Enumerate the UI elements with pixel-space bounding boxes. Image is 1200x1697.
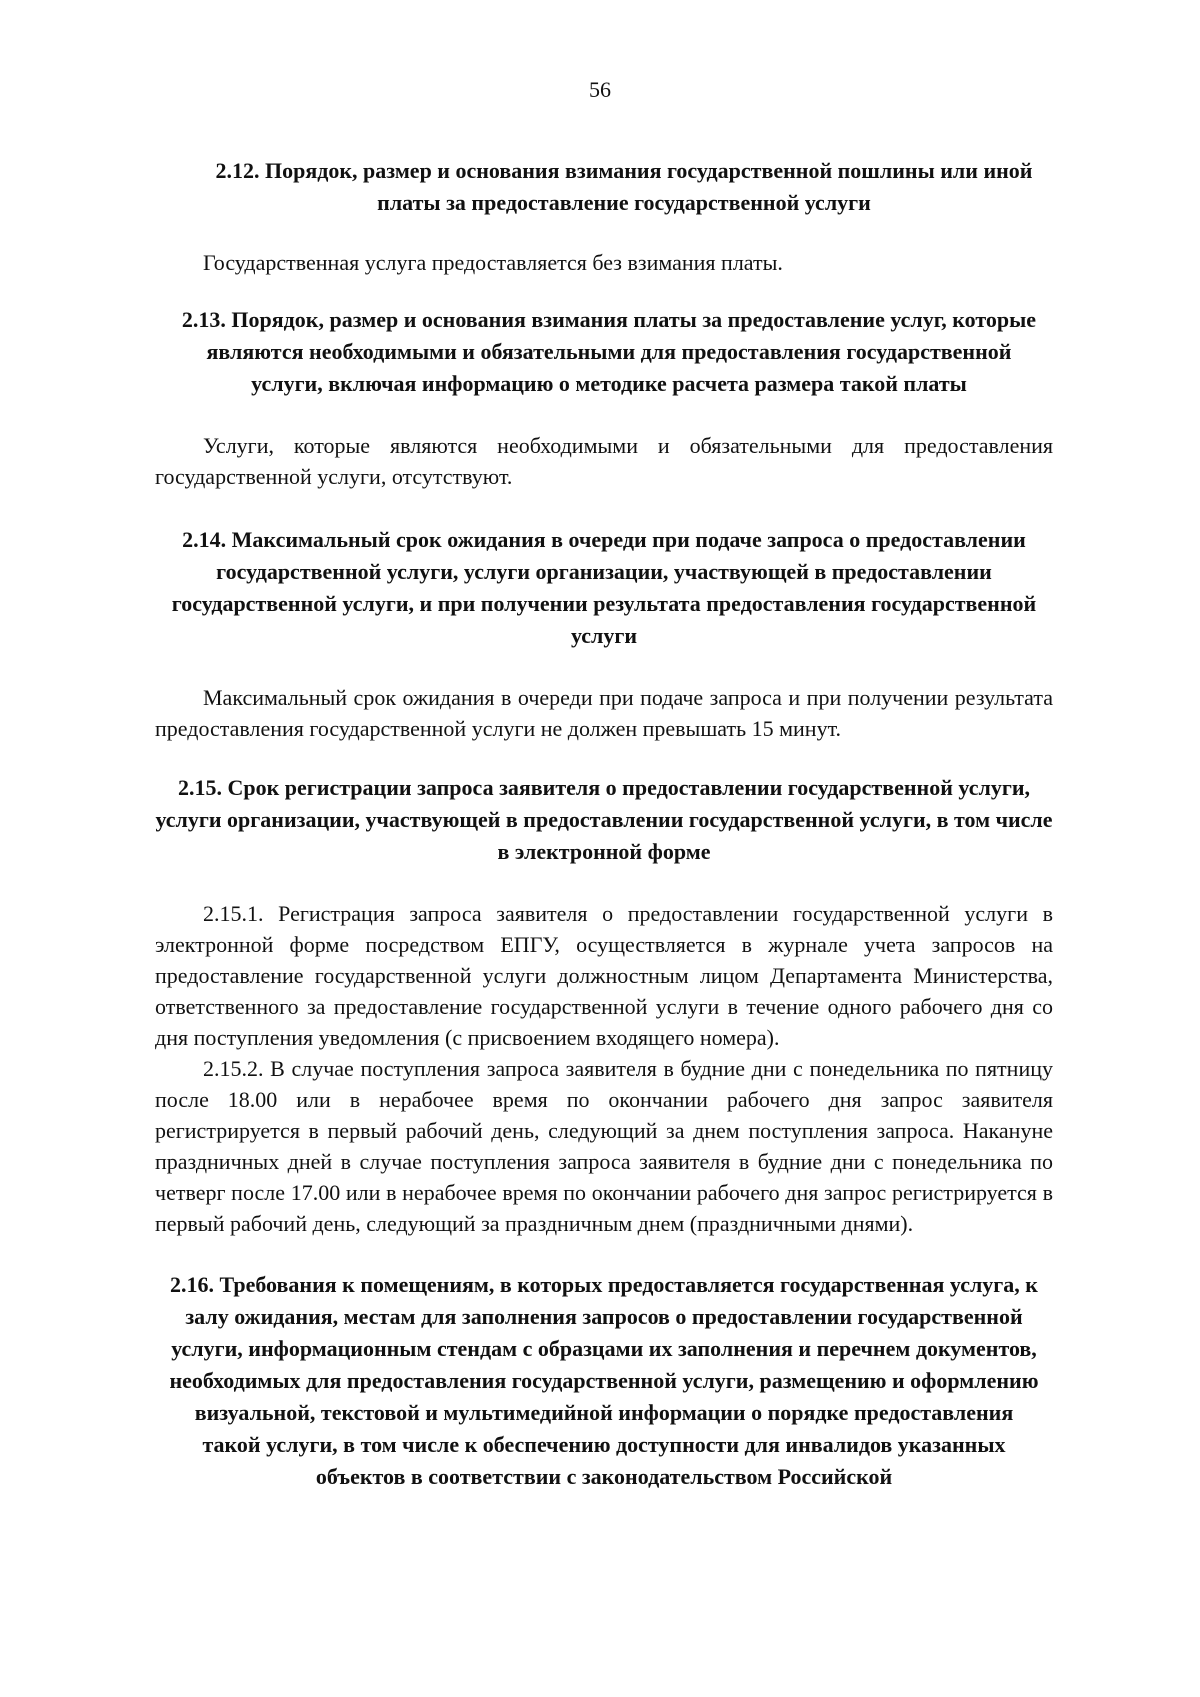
section-heading-2-13: 2.13. Порядок, размер и основания взимания платы за предоставление услуг, которые являются необходимыми и обязательными для предоставления государственной услуги, включая информацию о методике расчета размера такой платы <box>181 307 1037 396</box>
section-paragraph-2-12: Государственная услуга предоставляется без взимания платы. <box>203 250 783 275</box>
section-paragraph-2-14: Максимальный срок ожидания в очереди при подаче запроса и при получении результата предоставления государственной услуги не должен превышать 15 минут. <box>155 685 1053 741</box>
section-heading-2-12: 2.12. Порядок, размер и основания взимания государственной пошлины или иной платы за предоставление государственной услуги <box>215 158 1033 215</box>
page-content <box>155 155 1053 1493</box>
section-heading-2-16: 2.16. Требования к помещениям, в которых предоставляется государственная услуга, к залу ожидания, местам для заполнения запросов о предоставлении государственной услуги, информационным стендам с образцами их заполнения и перечнем документов, необходимых для предоставления государственной услуги, размещению и оформлению визуальной, текстовой и мультимедийной информации о порядке предоставления такой услуги, в том числе к обеспечению доступности для инвалидов указанных объектов в соответствии с законодательством Российской <box>169 1272 1039 1489</box>
section-heading-2-15: 2.15. Срок регистрации запроса заявителя о предоставлении государственной услуги, услуги организации, участвующей в предоставлении государственной услуги, в том числе в электронной форме <box>155 775 1053 864</box>
section-paragraph-2-15-2: 2.15.2. В случае поступления запроса заявителя в будние дни с понедельника по пятницу после 18.00 или в нерабочее время по окончании рабочего дня запрос заявителя регистрируется в первый рабочий день, следующий за днем поступления запроса. Накануне праздничных дней в случае поступления запроса заявителя в будние дни с понедельника по четверг после 17.00 или в нерабочее время по окончании рабочего дня запрос регистрируется в первый рабочий день, следующий за праздничным днем (праздничными днями). <box>155 1056 1053 1236</box>
section-paragraph-2-13: Услуги, которые являются необходимыми и обязательными для предоставления государственной услуги, отсутствуют. <box>155 433 1053 489</box>
section-paragraph-2-15-1: 2.15.1. Регистрация запроса заявителя о предоставлении государственной услуги в электронной форме посредством ЕПГУ, осуществляется в журнале учета запросов на предоставление государственной услуги должностным лицом Департамента Министерства, ответственного за предоставление государственной услуги в течение одного рабочего дня со дня поступления уведомления (с присвоением входящего номера). <box>155 901 1053 1050</box>
page-number: 56 <box>589 77 611 102</box>
section-heading-2-14: 2.14. Максимальный срок ожидания в очереди при подаче запроса о предоставлении государственной услуги, услуги организации, участвующей в предоставлении государственной услуги, и при получении результата предоставления государственной услуги <box>171 527 1037 648</box>
